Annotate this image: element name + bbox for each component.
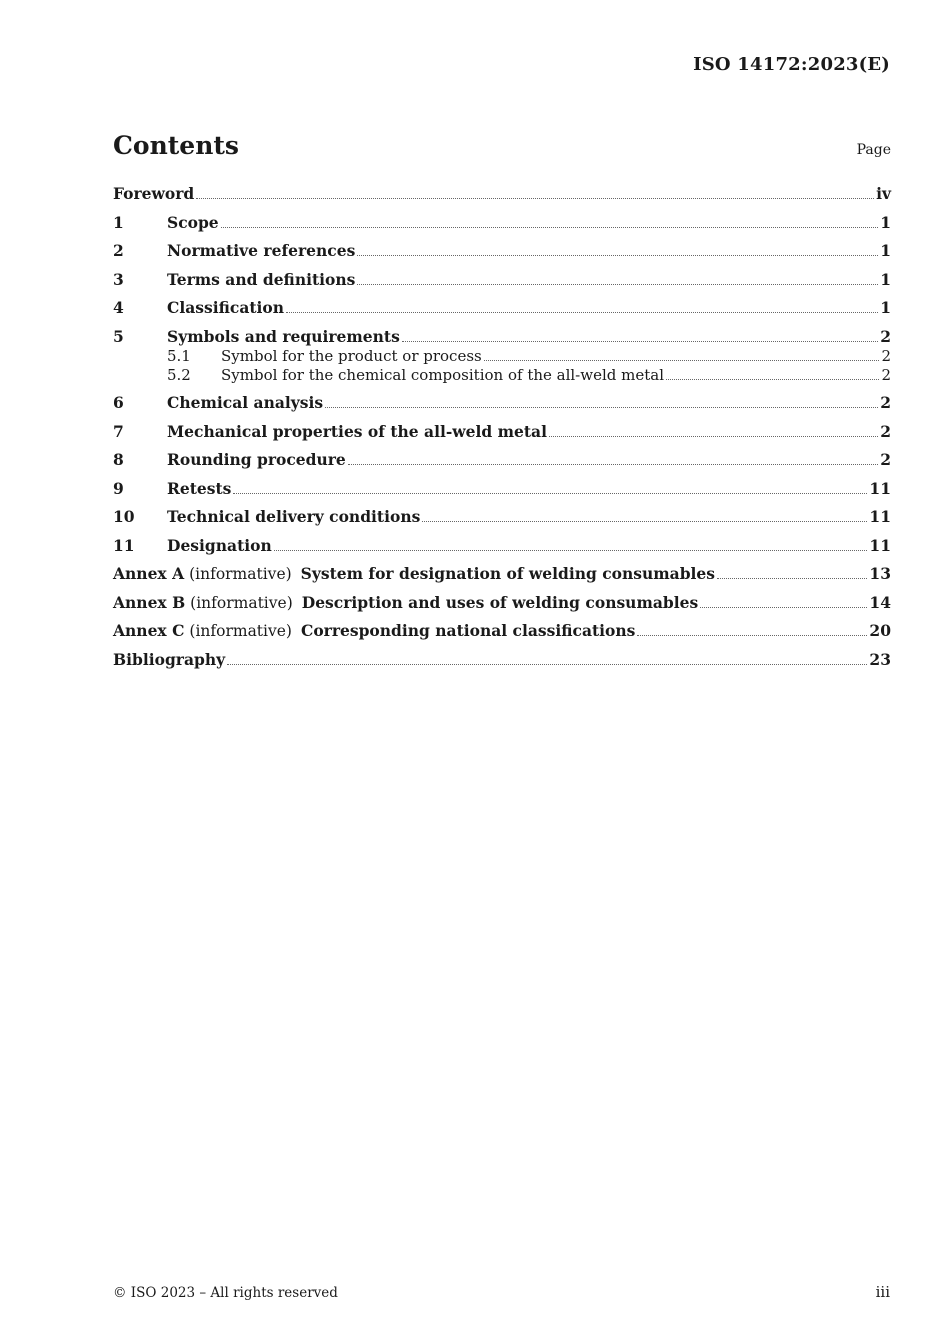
page-column-label: Page [856, 142, 891, 158]
copyright-notice: © ISO 2023 – All rights reserved [113, 1285, 338, 1301]
toc-annex-heading [113, 593, 698, 613]
dot-leader [286, 311, 878, 313]
page-number: iii [875, 1283, 890, 1301]
toc-entry-title: Symbols and requirements [167, 326, 400, 346]
toc-entry-number: 5.2 [167, 365, 191, 384]
toc-entry-number: 1 [113, 212, 124, 232]
dot-leader [700, 606, 867, 608]
toc-entry-clause-2[interactable] [113, 241, 891, 261]
dot-leader [549, 435, 878, 437]
toc-entry-clause-8[interactable] [113, 450, 891, 470]
annex-info: (informative) [190, 593, 293, 612]
annex-title: System for designation of welding consumables [300, 564, 716, 583]
dot-leader [221, 226, 879, 228]
toc-entry-clause-6[interactable] [113, 393, 891, 413]
dot-leader [357, 254, 878, 256]
dot-leader [402, 340, 878, 342]
toc-entry-number: 9 [113, 478, 124, 498]
annex-info: (informative) [189, 622, 292, 640]
toc-entry-number: 3 [113, 269, 124, 289]
toc-entry-page: 2 [880, 326, 891, 346]
annex-label: Annex A [113, 564, 185, 583]
dot-leader [274, 549, 868, 551]
annex-label: Annex C [113, 621, 185, 640]
document-id: ISO 14172:2023(E) [693, 54, 890, 75]
toc-entry-number: 5 [113, 326, 124, 346]
contents-header [113, 131, 891, 160]
toc-entry-number: 7 [113, 421, 124, 441]
toc-entry-page: 14 [869, 592, 891, 612]
toc-annex-heading [113, 621, 635, 641]
toc-entry-annex-c[interactable] [113, 621, 891, 641]
toc-entry-page: 11 [869, 507, 891, 526]
toc-entry-page: 23 [869, 649, 891, 669]
dot-leader [227, 663, 867, 665]
annex-label: Annex B [113, 592, 186, 612]
toc-entry-title: Foreword [113, 184, 195, 203]
toc-entry-number: 6 [113, 393, 124, 412]
toc-annex-heading [113, 564, 715, 584]
toc-entry-page: 1 [880, 212, 891, 232]
toc-entry-clause-3[interactable] [113, 270, 891, 290]
toc-entry-title: Chemical analysis [167, 393, 324, 412]
toc-entry-page: 1 [880, 241, 891, 260]
toc-entry-subclause-5-2[interactable] [113, 366, 891, 385]
toc-entry-clause-5[interactable] [113, 327, 891, 347]
toc-entry-page: 20 [869, 621, 891, 640]
toc-entry-page: 2 [880, 450, 891, 469]
toc-entry-title: Classification [167, 298, 285, 317]
toc-entry-number: 5.1 [167, 346, 191, 365]
toc-entry-bibliography[interactable] [113, 650, 891, 670]
toc-entry-title: Mechanical properties of the all-weld metal [167, 421, 547, 441]
toc-entry-page: 2 [880, 421, 891, 441]
toc-entry-page: 13 [869, 564, 891, 583]
toc-entry-page: 11 [869, 478, 891, 498]
toc-entry-number: 11 [113, 535, 135, 555]
dot-leader [325, 406, 878, 408]
annex-title: Corresponding national classifications [300, 621, 636, 640]
toc-entry-title: Rounding procedure [167, 450, 346, 469]
toc-entry-page: 1 [880, 298, 891, 317]
toc-entry-page: 1 [880, 269, 891, 289]
toc-entry-clause-10[interactable] [113, 507, 891, 527]
toc-entry-clause-4[interactable] [113, 298, 891, 318]
toc-entry-number: 10 [113, 507, 135, 526]
dot-leader [233, 492, 867, 494]
toc-entry-title: Technical delivery conditions [167, 507, 421, 526]
toc-entry-title: Designation [167, 535, 272, 555]
dot-leader [717, 577, 867, 579]
dot-leader [422, 520, 867, 522]
toc-entry-page: 2 [880, 393, 891, 412]
toc-entry-title: Symbol for the chemical composition of the all-weld metal [221, 365, 665, 384]
dot-leader [666, 378, 879, 380]
toc-entry-clause-9[interactable] [113, 479, 891, 499]
toc-entry-title: Terms and definitions [167, 269, 356, 289]
toc-entry-title: Retests [167, 478, 232, 498]
toc-entry-title: Bibliography [113, 649, 226, 669]
toc-entry-title: Scope [167, 212, 219, 232]
contents-title: Contents [113, 131, 240, 160]
toc-entry-clause-11[interactable] [113, 536, 891, 556]
dot-leader [196, 197, 874, 199]
toc-entry-foreword[interactable] [113, 184, 891, 204]
toc-entry-annex-b[interactable] [113, 593, 891, 613]
toc-entry-annex-a[interactable] [113, 564, 891, 584]
dot-leader [637, 634, 867, 636]
dot-leader [484, 359, 880, 361]
toc-entry-number: 8 [113, 450, 124, 469]
toc-entry-page: 11 [869, 535, 891, 555]
dot-leader [348, 463, 878, 465]
toc-entry-number: 2 [113, 241, 124, 260]
toc-entry-subclause-5-1[interactable] [113, 347, 891, 366]
table-of-contents [113, 184, 891, 670]
toc-entry-page: 2 [881, 365, 891, 384]
toc-entry-title: Symbol for the product or process [221, 346, 482, 365]
toc-entry-number: 4 [113, 298, 124, 317]
toc-entry-clause-7[interactable] [113, 422, 891, 442]
toc-entry-clause-1[interactable] [113, 213, 891, 233]
toc-entry-title: Normative references [167, 241, 356, 260]
annex-title: Description and uses of welding consumables [301, 592, 699, 612]
dot-leader [357, 283, 878, 285]
annex-info: (informative) [189, 565, 292, 583]
toc-entry-page: iv [876, 184, 891, 203]
toc-entry-page: 2 [881, 346, 891, 365]
